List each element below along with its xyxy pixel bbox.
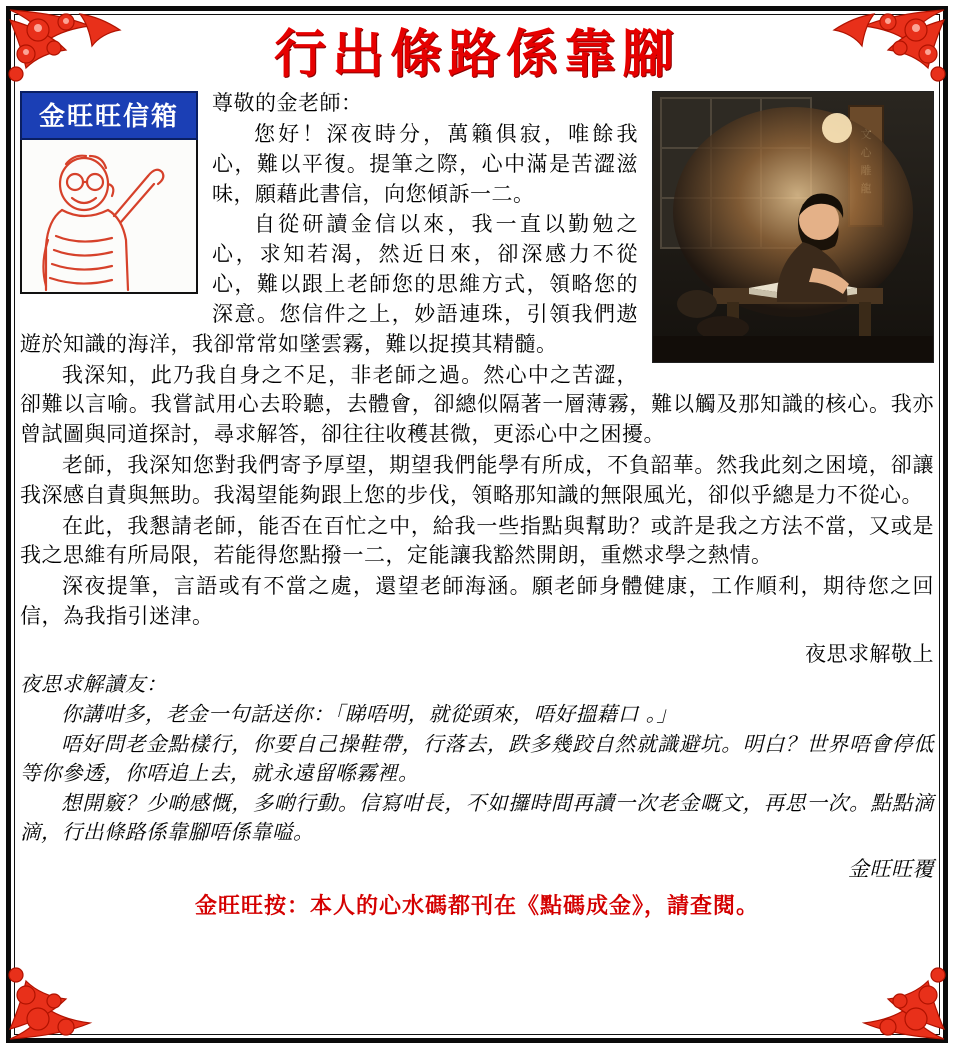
letter-paragraph-2: 自從研讀金信以來，我一直以勤勉之心，求知若渴，然近日來，卻深感力不從心，難以跟上老師您的思維方式，領略您的深意。您信件之上，妙語連珠，引領我們遨遊於知識的海洋，我卻常常如墜雲霧，難以捉摸其精髓。 [20, 212, 638, 356]
article-photo [652, 91, 934, 363]
editor-note: 金旺旺按：本人的心水碼都刊在《點碼成金》，請查閱。 [194, 893, 759, 920]
reply-signature: 金旺旺覆 [848, 857, 934, 882]
article-body [20, 89, 934, 920]
letter-paragraph-5: 在此，我懇請老師，能否在百忙之中，給我一些指點與幫助？或許是我之方法不當，又或是我之思維有所局限，若能得您點撥一二，定能讓我豁然開朗，重燃求學之熱情。 [20, 513, 934, 568]
mailbox-banner-label: 金旺旺信箱 [20, 91, 198, 140]
letter-paragraph-3: 我深知，此乃我自身之不足，非老師之過。然心中之苦澀，卻難以言喻。我嘗試用心去聆聽，去體會，卻總似隔著一層薄霧，難以觸及那知識的核心。我亦曾試圖與同道探討，尋求解答，卻往往收穫甚微，更添心中之困擾。 [20, 362, 934, 447]
page-content [20, 18, 934, 1031]
letter-salutation: 尊敬的金老師： [212, 91, 363, 116]
reply-block [20, 670, 934, 884]
letter-signature: 夜思求解敬上 [805, 641, 934, 666]
reply-paragraph-1: 你講咁多，老金一句話送你：「睇唔明，就從頭來，唔好搵藉口 。」 [61, 701, 678, 726]
reply-salutation: 夜思求解讀友： [20, 671, 167, 696]
man-pointing-illustration [20, 140, 198, 294]
reply-paragraph-2: 唔好問老金點樣行，你要自己操鞋帶，行落去，跌多幾跤自然就識避坑。明白？世界唔會停低等你參透，你唔追上去，就永遠留喺霧裡。 [20, 732, 934, 786]
letter-paragraph-1: 您好！深夜時分，萬籟俱寂，唯餘我心，難以平復。提筆之際，心中滿是苦澀滋味，願藉此書信，向您傾訴一二。 [212, 122, 638, 206]
reply-paragraph-3: 想開竅？少啲感慨，多啲行動。信寫咁長，不如攞時間再讀一次老金嘅文，再思一次。點點滴滴，行出條路係靠腳唔係靠嗌。 [20, 791, 934, 845]
letter-paragraph-4: 老師，我深知您對我們寄予厚望，期望我們能學有所成，不負韶華。然我此刻之困境，卻讓我深感自責與無助。我渴望能夠跟上您的步伐，領略那知識的無限風光，卻似乎總是力不從心。 [20, 452, 934, 507]
page-title: 行出條路係靠腳 [273, 24, 680, 85]
letter-paragraph-6: 深夜提筆，言語或有不當之處，還望老師海涵。願老師身體健康，工作順利，期待您之回信，為我指引迷津。 [20, 574, 934, 628]
mailbox-logo [20, 91, 198, 294]
